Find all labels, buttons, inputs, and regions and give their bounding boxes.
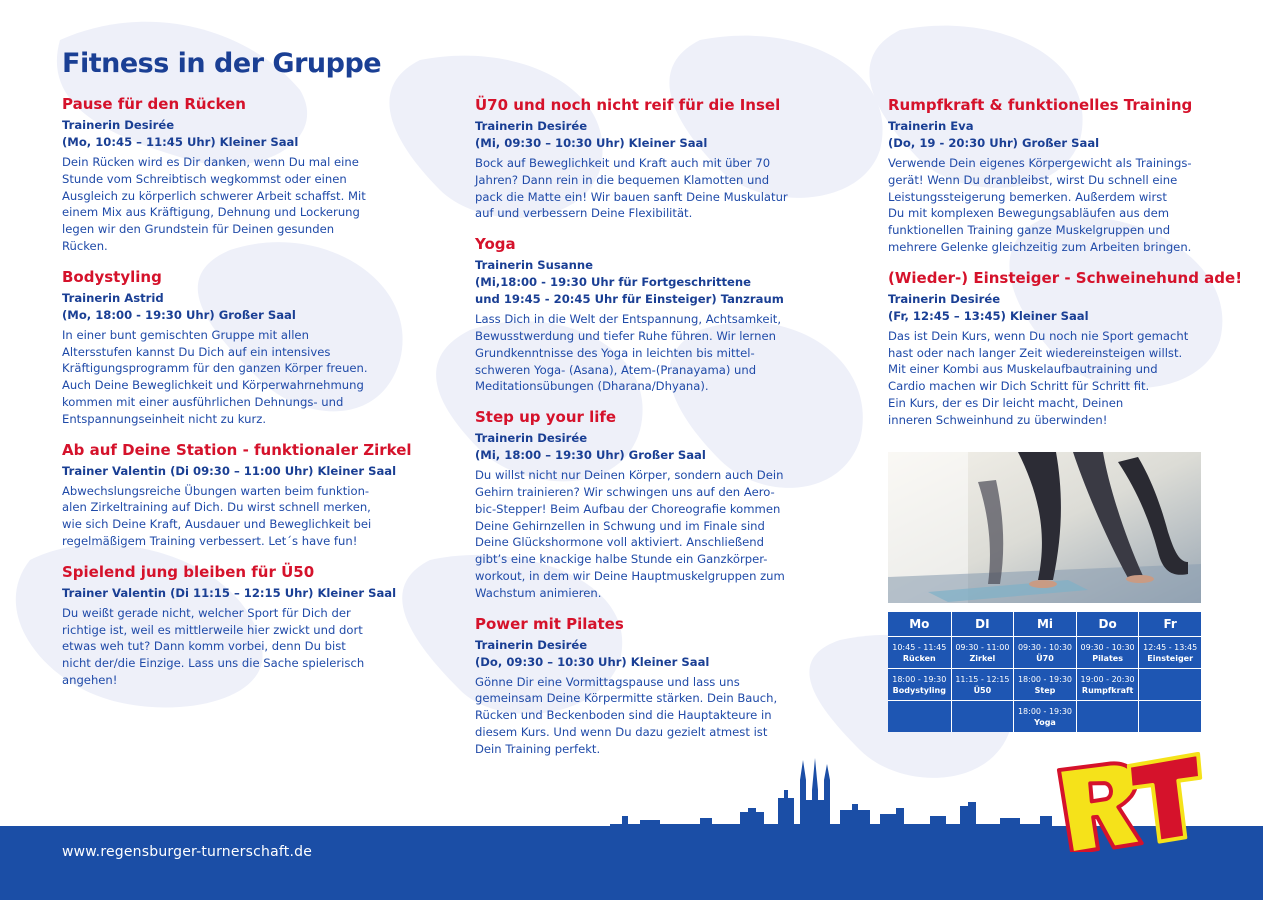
schedule-row bbox=[888, 637, 1201, 669]
course-description: Verwende Dein eigenes Körpergewicht als Trainings- gerät! Wenn Du dranbleibst, wirst Du schnell eine Leistungssteigerung bemerken. Außerdem wirst Du mit komplexen Bewegungsabläufen aus dem funktionellen Training ganze Muskelgruppen und mehrere Gelenke gleichzeitig zum Arbeiten bringen. bbox=[888, 156, 1192, 254]
fitness-photo bbox=[888, 452, 1201, 603]
schedule-header bbox=[888, 612, 1201, 637]
course-time: (Mo, 10:45 – 11:45 Uhr) Kleiner Saal bbox=[62, 135, 299, 149]
schedule-cell bbox=[1013, 701, 1076, 732]
course-title: Yoga bbox=[475, 235, 516, 254]
course-title: Bodystyling bbox=[62, 267, 162, 286]
course-ue70 bbox=[475, 95, 800, 222]
cell-course: Rumpfkraft bbox=[1081, 686, 1134, 695]
cell-time: 11:15 - 12:15 bbox=[955, 675, 1010, 684]
cell-time: 09:30 - 10:30 bbox=[1080, 643, 1135, 652]
cell-course: Ü70 bbox=[1036, 654, 1054, 663]
schedule-day: DI bbox=[951, 612, 1014, 636]
schedule-day: Mi bbox=[1013, 612, 1076, 636]
course-time: (Mi,18:00 - 19:30 Uhr für Fortgeschrittene bbox=[475, 275, 752, 290]
course-einsteiger bbox=[888, 268, 1243, 429]
course-step bbox=[475, 407, 800, 601]
course-description: Abwechslungsreiche Übungen warten beim funktion- alen Zirkeltraining auf Dich. Du wirst schnell merken, wie sich Deine Kraft, Ausdauer und Beweglichkeit bei regelmäßigem Training verbessert. Let´s have fun! bbox=[62, 483, 372, 548]
course-trainer: Trainerin Desirée bbox=[888, 291, 1001, 306]
course-yoga bbox=[475, 234, 800, 395]
course-title: Ü70 und noch nicht reif für die Insel bbox=[475, 96, 781, 114]
schedule-cell bbox=[1013, 637, 1076, 668]
column-1 bbox=[62, 94, 412, 701]
course-time: (Do, 19 - 20:30 Uhr) Großer Saal bbox=[888, 136, 1100, 150]
schedule-cell bbox=[1138, 637, 1201, 668]
schedule-cell bbox=[1138, 701, 1201, 732]
schedule-cell bbox=[1076, 669, 1139, 700]
course-description: Lass Dich in die Welt der Entspannung, Achtsamkeit, Bewusstwerdung und tiefer Ruhe führen. Wir lernen Grundkenntnisse des Yoga in leichten bis mittel- schweren Yoga- (Asana), Atem-(Pranayama) und Meditationsübungen (Dharana/Dhyana). bbox=[475, 312, 782, 394]
cell-course: Pilates bbox=[1092, 654, 1123, 663]
course-rumpfkraft bbox=[888, 95, 1206, 256]
course-time: und 19:45 - 20:45 Uhr für Einsteiger) Tanzraum bbox=[475, 292, 784, 307]
course-trainer: Trainerin Eva bbox=[888, 119, 974, 133]
column-3 bbox=[888, 95, 1243, 441]
schedule-cell bbox=[888, 701, 951, 732]
course-zirkel bbox=[62, 440, 412, 550]
schedule-day: Do bbox=[1076, 612, 1139, 636]
course-time: (Mi, 09:30 – 10:30 Uhr) Kleiner Saal bbox=[475, 136, 708, 150]
course-description: Dein Rücken wird es Dir danken, wenn Du mal eine Stunde vom Schreibtisch wegkommst oder einen Ausgleich zu körperlich schwerer Arbeit schaffst. Mit einem Mix aus Kräftigung, Dehnung und Lockerung legen wir den Grundstein für Deinen gesunden Rücken. bbox=[62, 155, 366, 253]
cell-time: 10:45 - 11:45 bbox=[892, 643, 947, 652]
cell-time: 18:00 - 19:30 bbox=[892, 675, 947, 684]
footer-website-link[interactable]: www.regensburger-turnerschaft.de bbox=[62, 844, 313, 860]
course-description: Bock auf Beweglichkeit und Kraft auch mit über 70 Jahren? Dann rein in die bequemen Klamotten und pack die Matte ein! Wir bauen sanft Deine Muskulatur auf und verbessern Deine Flexibilität. bbox=[475, 156, 788, 221]
rt-logo bbox=[1052, 752, 1208, 852]
schedule-cell bbox=[888, 669, 951, 700]
cell-course: Bodystyling bbox=[892, 686, 946, 695]
course-ue50 bbox=[62, 562, 397, 689]
schedule-cell bbox=[888, 637, 951, 668]
course-title: Power mit Pilates bbox=[475, 614, 624, 633]
course-description: Gönne Dir eine Vormittagspause und lass uns gemeinsam Deine Körpermitte stärken. Dein Bauch, Rücken und Beckenboden sind die Hauptakteure in diesem Kurs. Und wenn Du dazu gezielt atmest ist Dein Training perfekt. bbox=[475, 674, 778, 756]
course-description: Du willst nicht nur Deinen Körper, sondern auch Dein Gehirn trainieren? Wir schwingen uns auf den Aero- bic-Stepper! Beim Aufbau der Choreografie kommen Deine Gehirnzellen in Schwung und im Finale sind Deine Glückshormone voll aktiviert. Anschließend gibt’s eine knackige halbe Stunde ein Ganzkörper- workout, in dem wir Deine Hauptmuskelgruppen zum Wachstum animieren. bbox=[475, 468, 785, 600]
course-title: (Wieder-) Einsteiger - Schweinehund ade! bbox=[888, 268, 1243, 287]
cell-course: Yoga bbox=[1034, 718, 1056, 727]
course-time: (Fr, 12:45 – 13:45) Kleiner Saal bbox=[888, 308, 1089, 323]
course-bodystyling bbox=[62, 267, 382, 428]
schedule-cell bbox=[1138, 669, 1201, 700]
course-trainer: Trainerin Desirée bbox=[475, 431, 588, 446]
cell-course: Step bbox=[1034, 686, 1056, 695]
course-trainer: Trainerin Susanne bbox=[475, 258, 593, 273]
course-trainer: Trainerin Desirée bbox=[62, 118, 175, 132]
schedule-cell bbox=[1076, 701, 1139, 732]
course-trainer: Trainerin Desirée bbox=[475, 119, 588, 133]
schedule-cell bbox=[1013, 669, 1076, 700]
course-title: Pause für den Rücken bbox=[62, 95, 246, 113]
course-description: Du weißt gerade nicht, welcher Sport für Dich der richtige ist, weil es mittlerweile hier zwickt und dort etwas weh tut? Dann komm vorbei, denn Du bist nicht der/die Einzige. Lass uns die Sache spielerisch angehen! bbox=[62, 605, 365, 687]
course-trainer: Trainerin Desirée bbox=[475, 637, 588, 652]
course-trainer: Trainerin Astrid bbox=[62, 290, 164, 305]
course-title: Rumpfkraft & funktionelles Training bbox=[888, 96, 1193, 114]
cell-time: 18:00 - 19:30 bbox=[1017, 707, 1073, 716]
schedule-day: Mo bbox=[909, 617, 930, 631]
course-pilates bbox=[475, 614, 800, 758]
column-2 bbox=[475, 95, 800, 770]
cell-course: Ü50 bbox=[973, 686, 992, 695]
cell-time: 09:30 - 11:00 bbox=[955, 643, 1010, 652]
schedule-cell bbox=[951, 637, 1014, 668]
course-title: Step up your life bbox=[475, 408, 617, 427]
schedule-cell bbox=[1076, 637, 1139, 668]
cell-course: Einsteiger bbox=[1147, 654, 1194, 663]
course-description: In einer bunt gemischten Gruppe mit allen Altersstufen kannst Du Dich auf ein intensives Kräftigungsprogramm für den ganzen Körper freuen. Auch Deine Beweglichkeit und Körperwahrnehmung kommen mit einer ausführlichen Dehnungs- und Entspannungseinheit nicht zu kurz. bbox=[62, 327, 368, 426]
page-title: Fitness in der Gruppe bbox=[62, 48, 382, 79]
course-time: (Mi, 18:00 – 19:30 Uhr) Großer Saal bbox=[475, 448, 706, 463]
course-trainer-time: Trainer Valentin (Di 11:15 – 12:15 Uhr) Kleiner Saal bbox=[62, 585, 397, 600]
course-title: Ab auf Deine Station - funktionaler Zirkel bbox=[62, 440, 412, 459]
course-title: Spielend jung bleiben für Ü50 bbox=[62, 562, 315, 581]
cell-time: 19:00 - 20:30 bbox=[1080, 675, 1135, 684]
course-description: Das ist Dein Kurs, wenn Du noch nie Sport gemacht hast oder nach langer Zeit wiedereinsteigen willst. Mit einer Kombi aus Muskelaufbautraining und Cardio machen wir Dich Schritt für Schritt fit. Ein Kurs, der es Dir leicht macht, Deinen inneren Schweinhund zu überwinden! bbox=[888, 328, 1189, 427]
cell-time: 09:30 - 10:30 bbox=[1017, 643, 1073, 652]
course-time: (Do, 09:30 – 10:30 Uhr) Kleiner Saal bbox=[475, 654, 710, 669]
course-ruecken bbox=[62, 94, 382, 255]
cell-course: Zirkel bbox=[969, 654, 996, 663]
schedule-row bbox=[888, 669, 1201, 701]
course-time: (Mo, 18:00 - 19:30 Uhr) Großer Saal bbox=[62, 307, 296, 322]
cell-time: 12:45 - 13:45 bbox=[1143, 643, 1198, 652]
schedule-day: Fr bbox=[1138, 612, 1201, 636]
schedule-table bbox=[888, 612, 1201, 732]
cell-time: 18:00 - 19:30 bbox=[1017, 675, 1073, 684]
schedule-row bbox=[888, 701, 1201, 732]
schedule-cell bbox=[951, 701, 1014, 732]
cell-course: Rücken bbox=[902, 654, 936, 663]
schedule-cell bbox=[951, 669, 1014, 700]
course-trainer-time: Trainer Valentin (Di 09:30 – 11:00 Uhr) Kleiner Saal bbox=[62, 463, 397, 478]
